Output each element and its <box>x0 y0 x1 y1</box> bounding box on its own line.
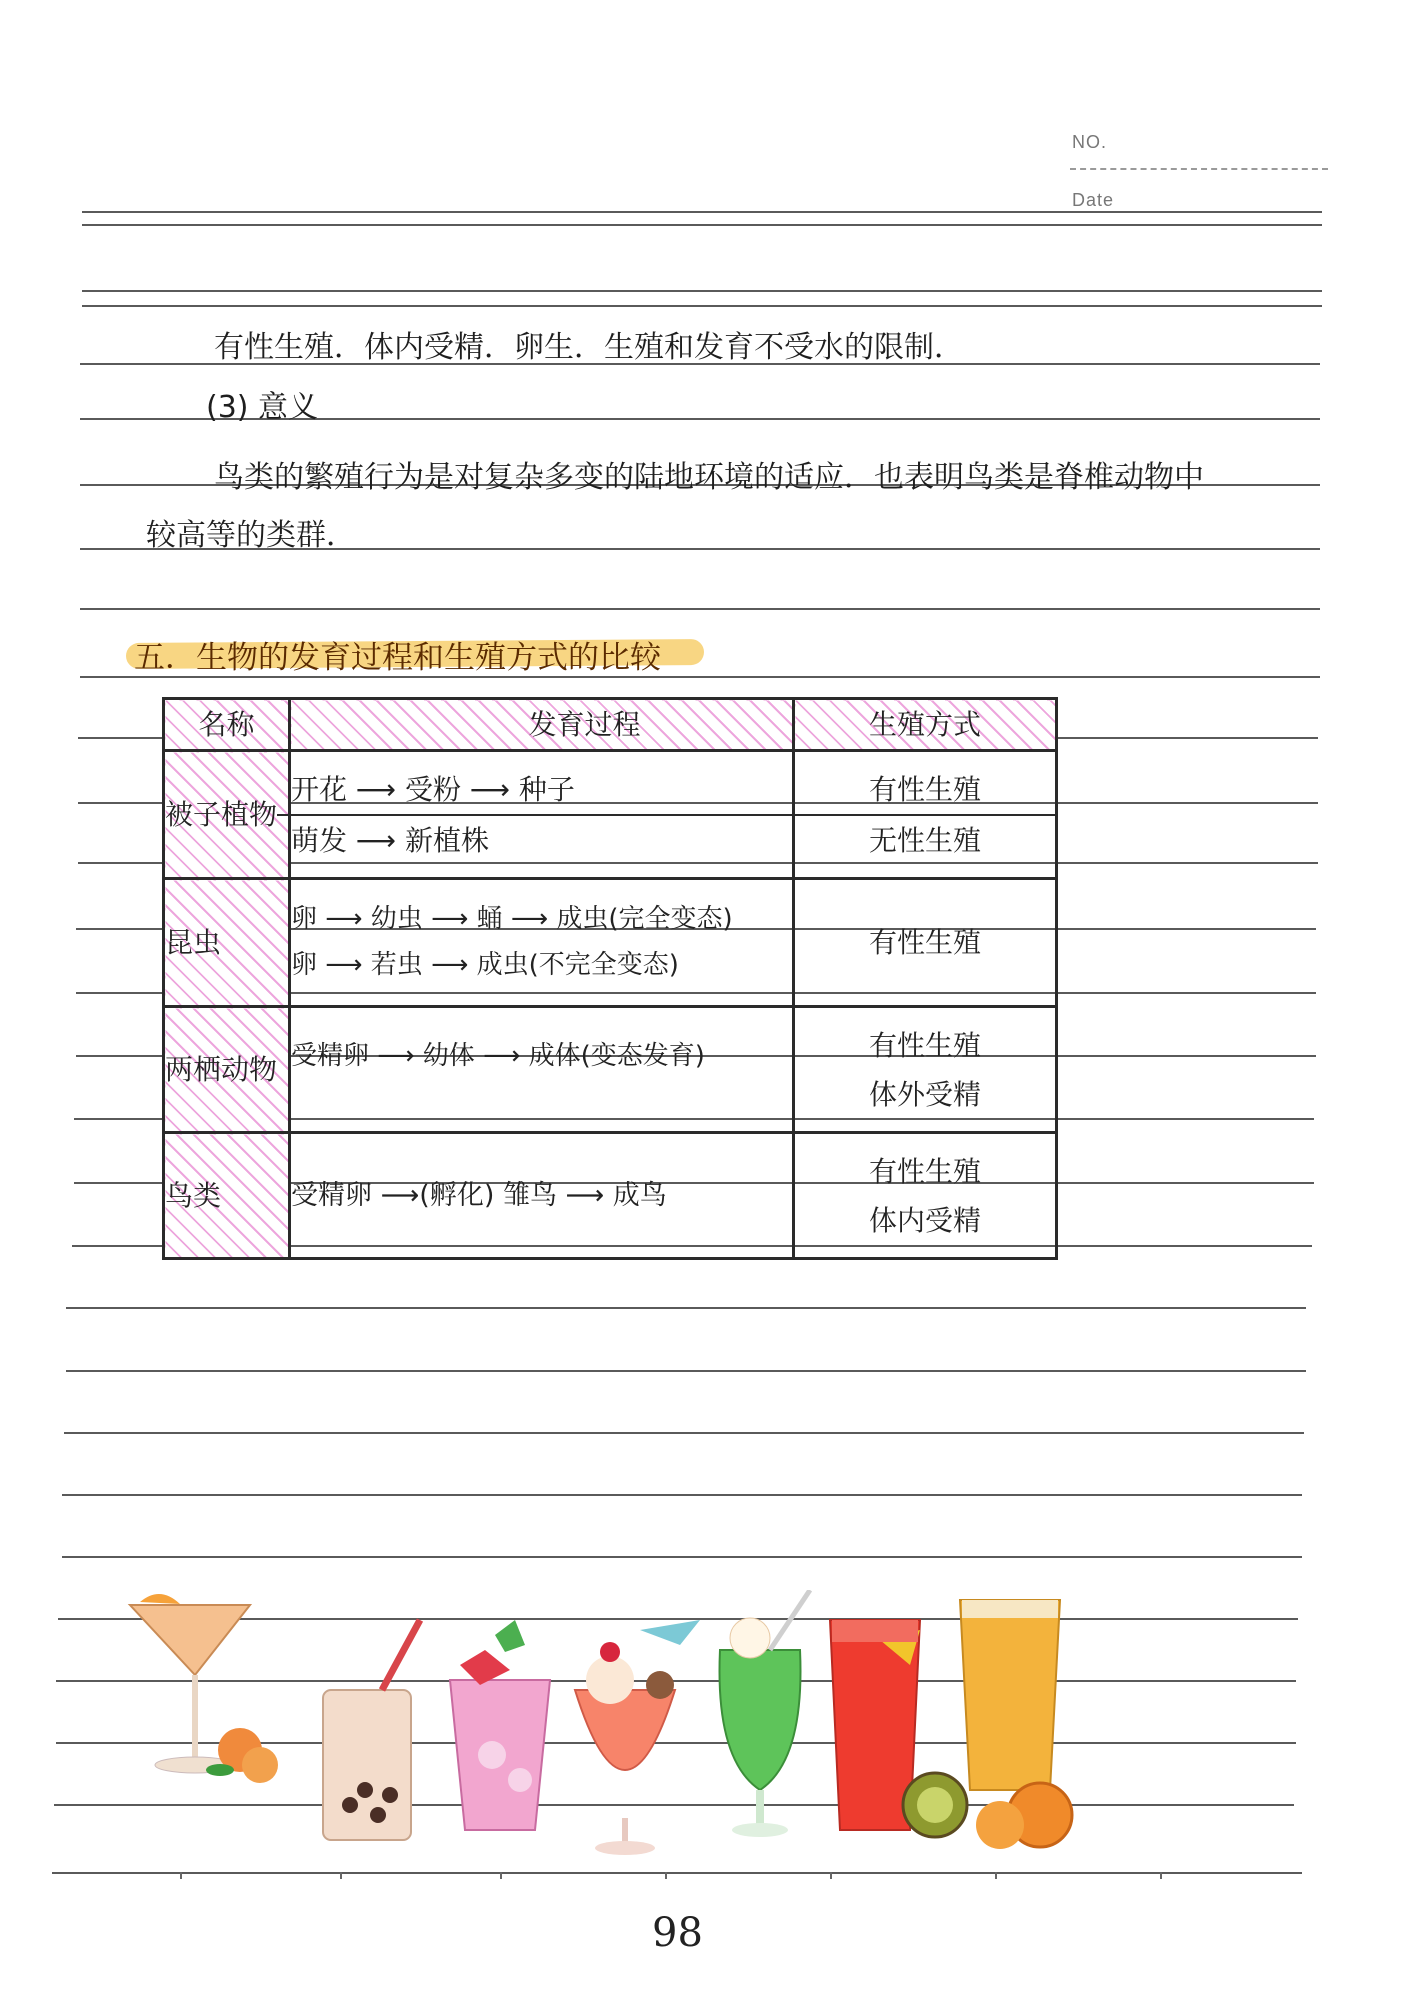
row-name: 鸟类 <box>164 1133 290 1259</box>
table-row <box>164 1133 1057 1259</box>
drinks-sticker-illustration <box>120 1590 1200 1860</box>
header-name: 名称 <box>164 699 290 751</box>
text-line-1: 有性生殖．体内受精．卵生．生殖和发育不受水的限制． <box>214 330 964 365</box>
mode-line: 无性生殖 <box>795 814 1055 865</box>
table-row <box>164 879 1057 1007</box>
strawberry-drink-icon <box>450 1620 550 1830</box>
mode-line: 有性生殖 <box>868 1028 981 1062</box>
row-mode <box>794 1007 1057 1133</box>
table-row <box>164 1007 1057 1133</box>
header-process: 发育过程 <box>290 699 794 751</box>
page-number: 98 <box>652 1910 703 1956</box>
header-mode: 生殖方式 <box>794 699 1057 751</box>
row-name: 两栖动物 <box>164 1007 290 1133</box>
row-process <box>290 879 794 1007</box>
row-mode: 有性生殖 <box>794 879 1057 1007</box>
orange-drink-icon <box>903 1600 1072 1849</box>
text-line-3: 鸟类的繁殖行为是对复杂多变的陆地环境的适应．也表明鸟类是脊椎动物中 <box>214 460 1204 495</box>
process-line: 卵 ⟶ 幼虫 ⟶ 蛹 ⟶ 成虫(完全变态) <box>291 904 733 934</box>
row-mode <box>794 751 1057 879</box>
row-name: 被子植物 <box>164 751 290 879</box>
no-label: NO. <box>1072 132 1108 152</box>
row-process: 受精卵 ⟶ 幼体 ⟶ 成体(变态发育) <box>290 1007 794 1133</box>
comparison-table <box>162 697 1058 1260</box>
process-line: 萌发 ⟶ 新植株 <box>277 814 792 865</box>
row-mode <box>794 1133 1057 1259</box>
row-process: 受精卵 ⟶(孵化) 雏鸟 ⟶ 成鸟 <box>290 1133 794 1259</box>
row-process <box>290 751 794 879</box>
mode-line: 有性生殖 <box>868 1154 981 1188</box>
mode-line: 有性生殖 <box>868 772 981 806</box>
section-title: 五．生物的发育过程和生殖方式的比较 <box>134 640 661 676</box>
no-dashed-line <box>1070 168 1328 170</box>
text-line-4: 较高等的类群． <box>146 518 356 553</box>
table-row <box>164 751 1057 879</box>
subheading-significance: (3) 意义 <box>206 390 319 425</box>
date-label: Date <box>1072 190 1115 210</box>
mode-line: 体内受精 <box>868 1203 981 1237</box>
cocktail-glass-icon <box>130 1594 278 1783</box>
melon-soda-icon <box>720 1590 811 1837</box>
float-glass-icon <box>575 1620 700 1855</box>
bubble-tea-icon <box>323 1620 420 1840</box>
table-header-row <box>164 699 1057 751</box>
process-line: 开花 ⟶ 受粉 ⟶ 种子 <box>291 772 575 806</box>
mode-line: 体外受精 <box>868 1077 981 1111</box>
row-name: 昆虫 <box>164 879 290 1007</box>
process-line: 卵 ⟶ 若虫 ⟶ 成虫(不完全变态) <box>291 949 679 980</box>
